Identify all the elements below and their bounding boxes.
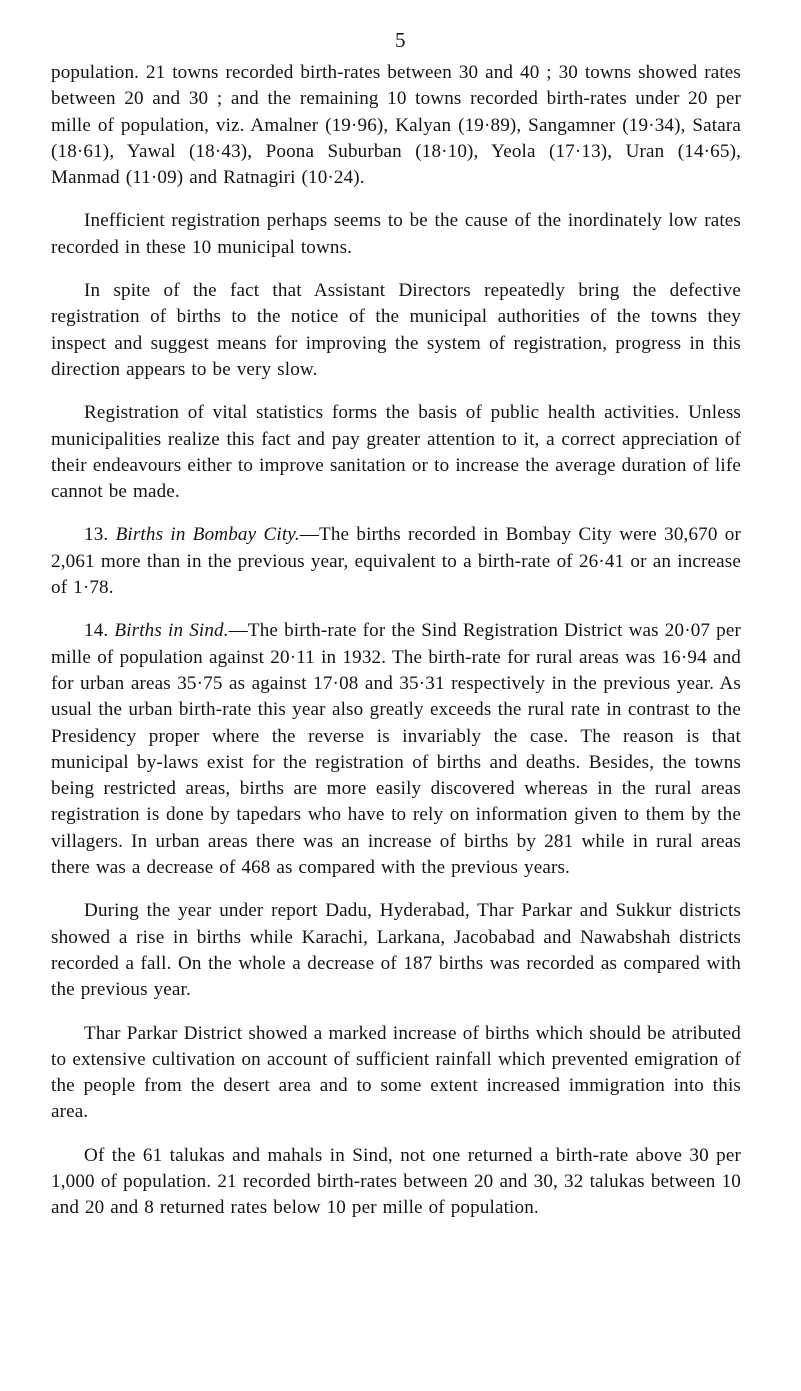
paragraph-births-sind xyxy=(51,618,741,881)
paragraph-text: Inefficient registration perhaps seems to be the cause of the inordinately low rates recorded in these 10 municipal towns. xyxy=(51,210,741,258)
paragraph-district-changes xyxy=(51,898,741,1003)
paragraph-assistant-directors xyxy=(51,278,741,383)
paragraph-vital-statistics xyxy=(51,400,741,505)
paragraph-births-bombay-city xyxy=(51,522,741,601)
paragraph-text: —The births recorded in Bombay City were 30,670 or 2,061 more than in the previous year, equivalent to a birth-rate of 26·41 or an increase of 1·78. xyxy=(51,524,741,599)
page-number: 5 xyxy=(395,28,406,52)
section-number: 14. xyxy=(84,620,109,642)
paragraph-text: In spite of the fact that Assistant Directors repeatedly bring the defective registration of births to the notice of the municipal authorities of the towns they inspect and suggest means for improving the system of registration, progress in this direction appears to be very slow. xyxy=(51,280,741,380)
paragraph-talukas xyxy=(51,1143,741,1222)
paragraph-text: population. 21 towns recorded birth-rates between 30 and 40 ; 30 towns showed rates between 20 and 30 ; and the remaining 10 towns recorded birth-rates under 20 per mille of population, viz. Amalner (19·96), Kalyan (19·89), Sangamner (19·34), Satara (18·61), Yawal (18·43), Poona Suburban (18·10), Yeola (17·13), Uran (14·65), Manmad (11·09) and Ratnagiri (10·24). xyxy=(51,62,741,189)
body-text xyxy=(51,60,741,1239)
section-heading: Births in Sind. xyxy=(114,620,229,642)
paragraph-thar-parkar xyxy=(51,1021,741,1126)
paragraph-text: During the year under report Dadu, Hyderabad, Thar Parkar and Sukkur districts showed a rise in births while Karachi, Larkana, Jacobabad and Nawabshah districts recorded a fall. On the whole a decrease of 187 births was recorded as compared with the previous year. xyxy=(51,900,741,1001)
section-heading: Births in Bombay City. xyxy=(115,524,300,546)
paragraph-inefficient-registration xyxy=(51,208,741,261)
paragraph-text: Registration of vital statistics forms the basis of public health activities. Unless municipalities realize this fact and pay greater attention to it, a correct appreciation of their endeavours either to improve sanitation or to increase the average duration of life cannot be made. xyxy=(51,402,741,503)
section-number: 13. xyxy=(84,524,109,546)
paragraph-town-birth-rates xyxy=(51,60,741,191)
paragraph-text: Of the 61 talukas and mahals in Sind, not one returned a birth-rate above 30 per 1,000 of population. 21 recorded birth-rates between 20 and 30, 32 talukas between 10 and 20 and 8 returned rates below 10 per mille of population. xyxy=(51,1144,741,1219)
paragraph-text: —The birth-rate for the Sind Registration District was 20·07 per mille of population against 20·11 in 1932. The birth-rate for rural areas was 16·94 and for urban areas 35·75 as against 17·08 and 35·31 respectively in the previous year. As usual the urban birth-rate this year also greatly exceeds the rural rate in contrast to the Presidency proper where the reverse is invariably the case. The reason is that municipal by-laws exist for the registration of births and deaths. Besides, the towns being restricted areas, births are more easily discovered whereas in the rural areas registration is done by tapedars who have to rely on information given to them by the villagers. In urban areas there was an increase of births by 281 while in rural areas there was a decrease of 468 as compared with the previous years. xyxy=(51,620,741,879)
paragraph-text: Thar Parkar District showed a marked increase of births which should be atributed to extensive cultivation on account of sufficient rainfall which prevented emigration of the people from the desert area and to some extent increased immigration into this area. xyxy=(51,1022,741,1123)
